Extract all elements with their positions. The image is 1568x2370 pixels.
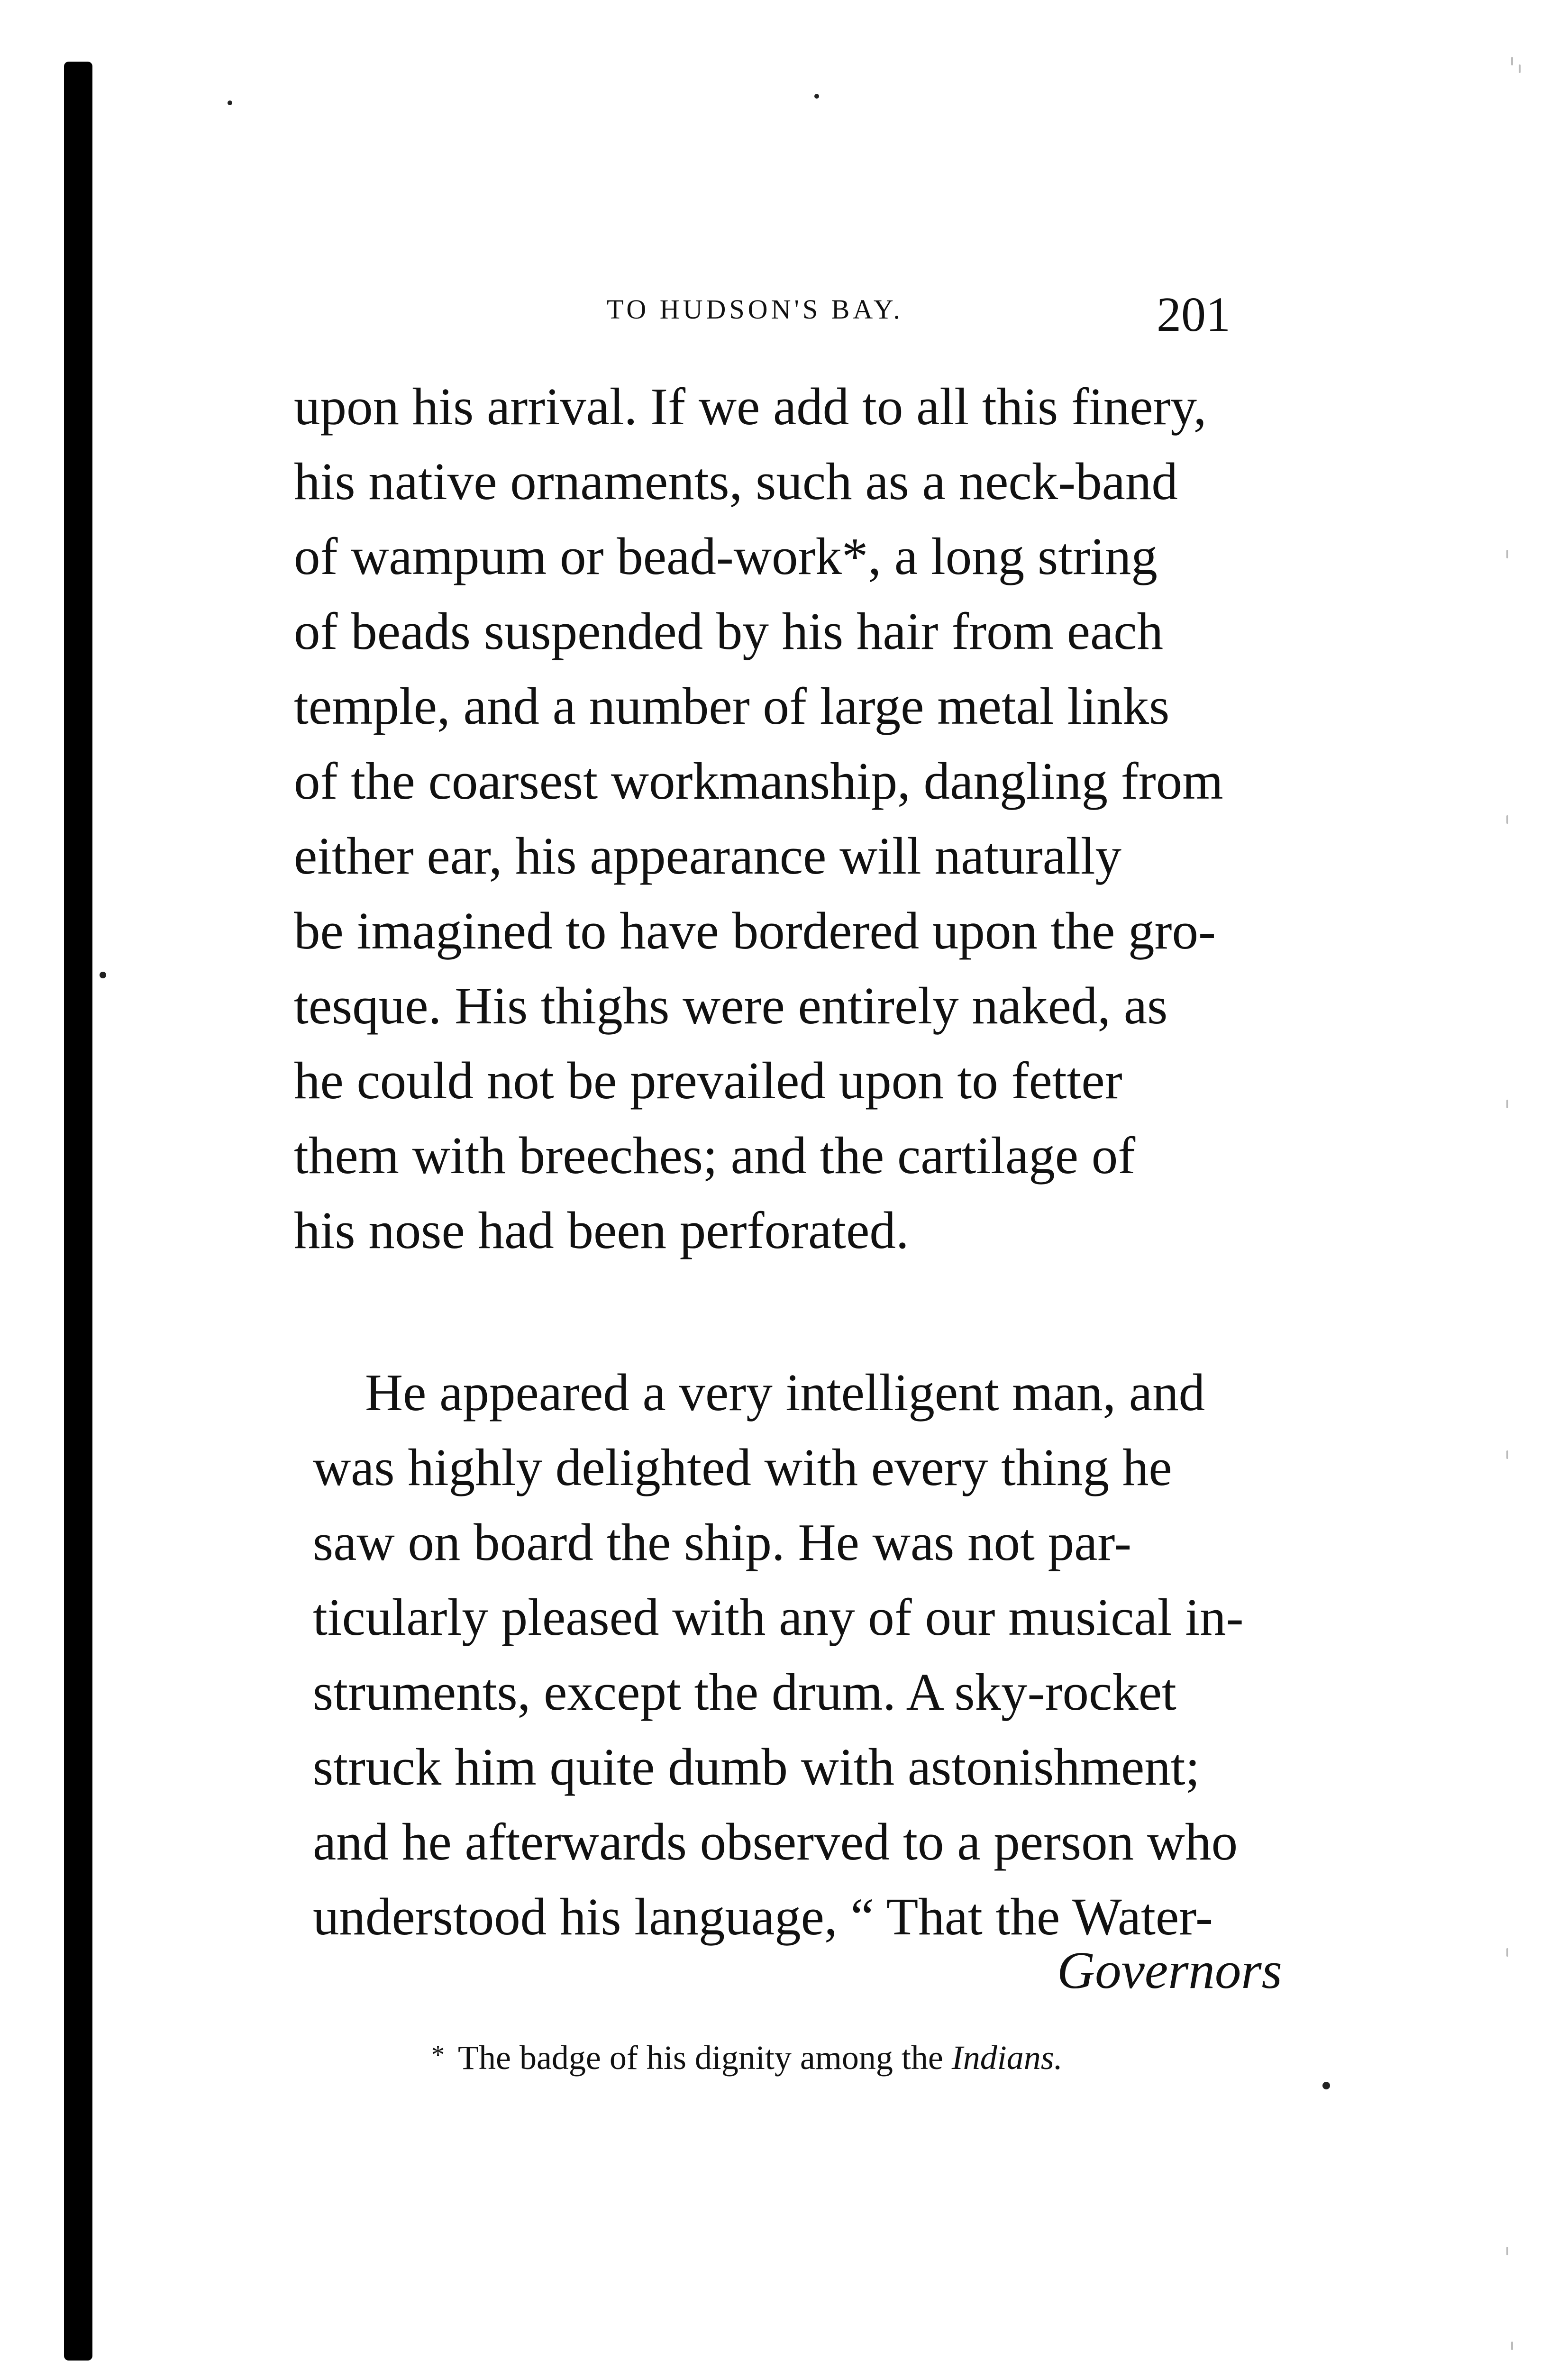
- paper-speck: [100, 972, 106, 978]
- paragraph-1-line-12: his nose had been perforated.: [294, 1202, 909, 1260]
- margin-noise-dot: [1506, 815, 1508, 824]
- paragraph-1-line-3: of wampum or bead-work*, a long string: [294, 528, 1158, 586]
- paragraph-2-line-3: saw on board the ship. He was not par-: [313, 1513, 1132, 1572]
- footnote-italic-text: Indians.: [951, 2039, 1063, 2077]
- catchword: Governors: [1057, 1942, 1282, 2000]
- paragraph-1-line-4: of beads suspended by his hair from each: [294, 602, 1164, 661]
- paragraph-1-line-6: of the coarsest workmanship, dangling from: [294, 752, 1223, 811]
- margin-noise-dot: [1506, 1948, 1508, 1957]
- paragraph-1-line-1: upon his arrival. If we add to all this finery,: [294, 378, 1207, 436]
- running-title: TO HUDSON'S BAY.: [607, 294, 903, 325]
- margin-noise-dot: [1506, 1100, 1508, 1108]
- margin-noise-dot: [1506, 2247, 1508, 2255]
- margin-noise-dot: [1506, 550, 1508, 558]
- paragraph-2-line-2: was highly delighted with every thing he: [313, 1439, 1172, 1497]
- page-number: 201: [1157, 287, 1231, 342]
- margin-noise-dot: [1519, 64, 1521, 73]
- paper-speck: [814, 94, 819, 99]
- right-margin-noise: [1498, 57, 1531, 2332]
- paragraph-1-line-9: tesque. His thighs were entirely naked, as: [294, 977, 1168, 1035]
- paragraph-2-line-6: struck him quite dumb with astonishment;: [313, 1738, 1200, 1796]
- paragraph-2-line-8: understood his language, “ That the Water-: [313, 1888, 1213, 1946]
- paragraph-1-line-8: be imagined to have bordered upon the gro-: [294, 902, 1216, 960]
- paragraph-1-line-5: temple, and a number of large metal links: [294, 677, 1170, 736]
- margin-noise-dot: [1506, 1450, 1508, 1459]
- paragraph-1-line-10: he could not be prevailed upon to fetter: [294, 1052, 1122, 1110]
- margin-noise-dot: [1511, 57, 1513, 65]
- paragraph-2-line-5: struments, except the drum. A sky-rocket: [313, 1663, 1176, 1722]
- paragraph-2-line-7: and he afterwards observed to a person who: [313, 1813, 1238, 1871]
- paragraph-1-line-2: his native ornaments, such as a neck-band: [294, 453, 1178, 511]
- paragraph-1-line-11: them with breeches; and the cartilage of: [294, 1127, 1136, 1185]
- paragraph-1-line-7: either ear, his appearance will naturally: [294, 827, 1122, 885]
- footnote-text: The badge of his dignity among the: [458, 2039, 952, 2077]
- paragraph-2: [313, 1356, 1289, 1946]
- paragraph-2-line-4: ticularly pleased with any of our musical in-: [313, 1588, 1244, 1647]
- margin-noise-dot: [1511, 2342, 1513, 2350]
- paragraph-1: [294, 370, 1270, 1365]
- footnote-mark: *: [431, 2040, 445, 2069]
- footnote: [431, 2041, 1063, 2075]
- page-gutter-shadow: [64, 62, 92, 2361]
- paragraph-2-line-1: He appeared a very intelligent man, and: [365, 1364, 1205, 1422]
- paper-speck: [1322, 2082, 1330, 2089]
- paper-speck: [228, 100, 232, 105]
